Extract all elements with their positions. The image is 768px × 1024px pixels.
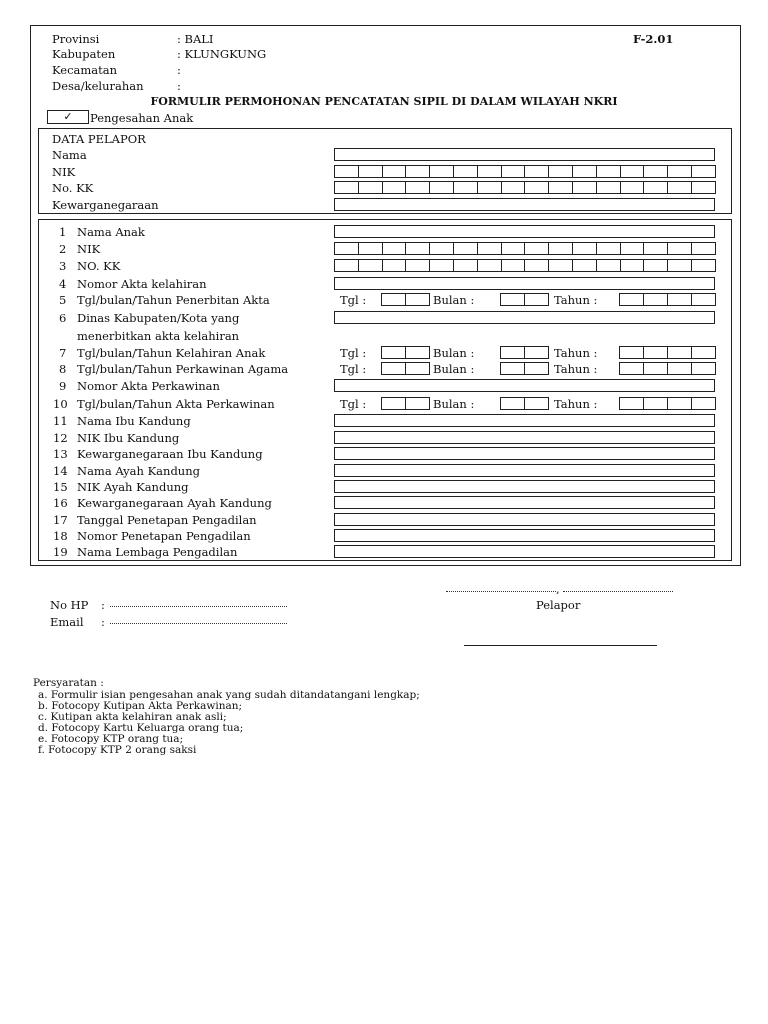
pelapor-kk-cells-cell[interactable]: [405, 181, 430, 194]
pelapor-nik-cells-cell[interactable]: [596, 165, 621, 178]
item-label: Kewarganegaraan Ayah Kandung: [77, 496, 272, 510]
item-label: Nama Ayah Kandung: [77, 464, 200, 478]
item-input-field[interactable]: [334, 277, 715, 290]
item-number: 10: [53, 397, 68, 411]
item-digit-cell[interactable]: [334, 259, 359, 272]
item-label: Kewarganegaraan Ibu Kandung: [77, 447, 263, 461]
date-tahun-label: Tahun :: [554, 346, 598, 360]
email-field[interactable]: [110, 623, 287, 624]
pelapor-kk-cells-cell[interactable]: [691, 181, 716, 194]
pelapor-label-kk: No. KK: [52, 181, 94, 195]
item-label: Nama Anak: [77, 225, 145, 239]
requirements-heading: Persyaratan :: [33, 677, 104, 689]
pelapor-label-nik: NIK: [52, 165, 76, 179]
date-year-cell[interactable]: [619, 362, 644, 375]
item-input-field[interactable]: [334, 545, 715, 558]
pelapor-kk-cells-cell[interactable]: [524, 181, 549, 194]
item-number: 19: [53, 545, 68, 559]
pelapor-kk-cells-cell[interactable]: [667, 181, 692, 194]
hp-field[interactable]: [110, 606, 287, 607]
item-digit-cell[interactable]: [691, 242, 716, 255]
date-month-cell[interactable]: [524, 293, 549, 306]
date-year-cell[interactable]: [667, 362, 692, 375]
date-year-cell[interactable]: [667, 293, 692, 306]
form-code: F-2.01: [633, 32, 674, 46]
date-year-cell[interactable]: [667, 346, 692, 359]
item-number: 18: [53, 529, 68, 543]
item-digit-cell[interactable]: [477, 242, 502, 255]
pelapor-nik-cells-cell[interactable]: [358, 165, 383, 178]
item-digit-cell[interactable]: [620, 259, 645, 272]
date-tgl-label: Tgl :: [340, 346, 367, 360]
pelapor-nik-cells-cell[interactable]: [453, 165, 478, 178]
place-date-separator: ,: [556, 582, 560, 596]
date-year-cell[interactable]: [643, 397, 668, 410]
pelapor-kk-cells-cell[interactable]: [643, 181, 668, 194]
pelapor-kk-cells-cell[interactable]: [548, 181, 573, 194]
date-day-cell[interactable]: [381, 362, 406, 375]
date-month-cell[interactable]: [500, 293, 525, 306]
place-field[interactable]: [446, 591, 556, 592]
date-tgl-label: Tgl :: [340, 397, 367, 411]
item-input-field[interactable]: [334, 513, 715, 526]
date-year-cell[interactable]: [643, 346, 668, 359]
pelapor-nik-cells-cell[interactable]: [667, 165, 692, 178]
signature-line[interactable]: [464, 645, 657, 646]
item-label: Nama Ibu Kandung: [77, 414, 191, 428]
form-title: FORMULIR PERMOHONAN PENCATATAN SIPIL DI DALAM WILAYAH NKRI: [150, 95, 618, 108]
item-digit-cell[interactable]: [405, 242, 430, 255]
pelapor-kk-cells-cell[interactable]: [501, 181, 526, 194]
item-label: Dinas Kabupaten/Kota yang: [77, 311, 240, 325]
date-year-cell[interactable]: [643, 293, 668, 306]
date-month-cell[interactable]: [524, 397, 549, 410]
item-digit-cell[interactable]: [429, 242, 454, 255]
item-input-field[interactable]: [334, 529, 715, 542]
item-number: 2: [59, 242, 67, 256]
pelapor-nik-cells-cell[interactable]: [429, 165, 454, 178]
requirement-item: a. Formulir isian pengesahan anak yang sudah ditandatangani lengkap;: [38, 689, 420, 701]
date-year-cell[interactable]: [691, 397, 716, 410]
item-digit-cell[interactable]: [572, 259, 597, 272]
item-number: 5: [59, 293, 67, 307]
pelapor-label-kewarganegaraan: Kewarganegaraan: [52, 198, 159, 212]
item-digit-cell[interactable]: [524, 259, 549, 272]
hp-colon: :: [101, 598, 105, 612]
header-value-kecamatan: :: [177, 63, 181, 77]
pelapor-kk-cells-cell[interactable]: [358, 181, 383, 194]
item-number: 1: [59, 225, 67, 239]
requirement-item: d. Fotocopy Kartu Keluarga orang tua;: [38, 722, 244, 734]
item-number: 14: [53, 464, 68, 478]
date-day-cell[interactable]: [381, 346, 406, 359]
pelapor-nik-cells-cell[interactable]: [691, 165, 716, 178]
item-input-field[interactable]: [334, 480, 715, 493]
pengesahan-label: Pengesahan Anak: [90, 111, 194, 125]
date-year-cell[interactable]: [619, 346, 644, 359]
header-label-kabupaten: Kabupaten: [52, 47, 116, 61]
pelapor-nik-cells-cell[interactable]: [572, 165, 597, 178]
item-input-field[interactable]: [334, 414, 715, 427]
pelapor-nik-cells-cell[interactable]: [334, 165, 359, 178]
pengesahan-checkbox[interactable]: ✓: [47, 110, 89, 124]
pelapor-nik-cells-cell[interactable]: [501, 165, 526, 178]
item-digit-cell[interactable]: [548, 259, 573, 272]
date-tahun-label: Tahun :: [554, 397, 598, 411]
pelapor-label-nama: Nama: [52, 148, 87, 162]
pelapor-kewarganegaraan-field[interactable]: [334, 198, 715, 211]
requirement-item: f. Fotocopy KTP 2 orang saksi: [38, 744, 197, 756]
item-label: NIK Ayah Kandung: [77, 480, 189, 494]
item-digit-cell[interactable]: [643, 242, 668, 255]
item-input-field[interactable]: [334, 379, 715, 392]
pelapor-kk-cells-cell[interactable]: [334, 181, 359, 194]
email-colon: :: [101, 615, 105, 629]
requirement-item: c. Kutipan akta kelahiran anak asli;: [38, 711, 227, 723]
item-input-field[interactable]: [334, 447, 715, 460]
item-label: NO. KK: [77, 259, 121, 273]
item-digit-cell[interactable]: [501, 259, 526, 272]
hp-label: No HP: [50, 598, 89, 612]
item-label: Tanggal Penetapan Pengadilan: [77, 513, 257, 527]
item-digit-cell[interactable]: [548, 242, 573, 255]
pelapor-kk-cells-cell[interactable]: [620, 181, 645, 194]
date-tgl-label: Tgl :: [340, 362, 367, 376]
item-number: 9: [59, 379, 67, 393]
header-label-provinsi: Provinsi: [52, 32, 100, 46]
date-tahun-label: Tahun :: [554, 293, 598, 307]
item-digit-cell[interactable]: [524, 242, 549, 255]
item-number: 12: [53, 431, 68, 445]
item-digit-cell[interactable]: [334, 242, 359, 255]
date-month-cell[interactable]: [500, 397, 525, 410]
requirement-item: b. Fotocopy Kutipan Akta Perkawinan;: [38, 700, 243, 712]
date-day-cell[interactable]: [381, 397, 406, 410]
item-digit-cell[interactable]: [358, 242, 383, 255]
item-label: Nomor Penetapan Pengadilan: [77, 529, 251, 543]
item-number: 17: [53, 513, 68, 527]
date-month-cell[interactable]: [500, 346, 525, 359]
item-digit-cell[interactable]: [405, 259, 430, 272]
item-digit-cell[interactable]: [477, 259, 502, 272]
date-year-cell[interactable]: [691, 346, 716, 359]
date-tahun-label: Tahun :: [554, 362, 598, 376]
date-year-cell[interactable]: [619, 293, 644, 306]
pelapor-kk-cells-cell[interactable]: [477, 181, 502, 194]
item-input-field[interactable]: [334, 225, 715, 238]
item-digit-cell[interactable]: [501, 242, 526, 255]
item-digit-cell[interactable]: [596, 259, 621, 272]
item-digit-cell[interactable]: [382, 259, 407, 272]
item-digit-cell[interactable]: [358, 259, 383, 272]
item-number: 15: [53, 480, 68, 494]
item-label: Tgl/bulan/Tahun Akta Perkawinan: [77, 397, 275, 411]
item-number: 8: [59, 362, 67, 376]
header-value-provinsi: : BALI: [177, 32, 214, 46]
item-digit-cell[interactable]: [620, 242, 645, 255]
email-label: Email: [50, 615, 84, 629]
date-year-cell[interactable]: [667, 397, 692, 410]
item-label: NIK: [77, 242, 101, 256]
item-label: menerbitkan akta kelahiran: [77, 329, 240, 343]
date-year-cell[interactable]: [643, 362, 668, 375]
pelapor-kk-cells-cell[interactable]: [453, 181, 478, 194]
item-digit-cell[interactable]: [667, 242, 692, 255]
item-number: 16: [53, 496, 68, 510]
requirement-item: e. Fotocopy KTP orang tua;: [38, 733, 184, 745]
date-month-cell[interactable]: [524, 362, 549, 375]
date-day-cell[interactable]: [405, 362, 430, 375]
pelapor-kk-cells-cell[interactable]: [596, 181, 621, 194]
item-digit-cell[interactable]: [429, 259, 454, 272]
date-day-cell[interactable]: [405, 346, 430, 359]
date-bulan-label: Bulan :: [433, 293, 475, 307]
date-tgl-label: Tgl :: [340, 293, 367, 307]
item-input-field[interactable]: [334, 496, 715, 509]
item-label: Tgl/bulan/Tahun Penerbitan Akta: [77, 293, 270, 307]
pelapor-kk-cells-cell[interactable]: [429, 181, 454, 194]
pelapor-heading: DATA PELAPOR: [52, 132, 146, 146]
pelapor-kk-cells-cell[interactable]: [382, 181, 407, 194]
item-number: 4: [59, 277, 67, 291]
pelapor-nik-cells-cell[interactable]: [405, 165, 430, 178]
item-input-field[interactable]: [334, 311, 715, 324]
item-digit-cell[interactable]: [667, 259, 692, 272]
item-digit-cell[interactable]: [691, 259, 716, 272]
pelapor-nik-cells-cell[interactable]: [620, 165, 645, 178]
date-field[interactable]: [563, 591, 673, 592]
date-month-cell[interactable]: [524, 346, 549, 359]
header-label-desa: Desa/kelurahan: [52, 79, 144, 93]
item-number: 6: [59, 311, 67, 325]
date-month-cell[interactable]: [500, 362, 525, 375]
pelapor-nik-cells-cell[interactable]: [477, 165, 502, 178]
item-number: 7: [59, 346, 67, 360]
pelapor-nik-cells-cell[interactable]: [382, 165, 407, 178]
item-label: Nomor Akta Perkawinan: [77, 379, 220, 393]
date-bulan-label: Bulan :: [433, 397, 475, 411]
header-label-kecamatan: Kecamatan: [52, 63, 118, 77]
item-digit-cell[interactable]: [643, 259, 668, 272]
date-year-cell[interactable]: [619, 397, 644, 410]
pelapor-nama-field[interactable]: [334, 148, 715, 161]
item-digit-cell[interactable]: [572, 242, 597, 255]
header-value-kabupaten: : KLUNGKUNG: [177, 47, 267, 61]
item-label: Tgl/bulan/Tahun Kelahiran Anak: [77, 346, 266, 360]
item-input-field[interactable]: [334, 431, 715, 444]
item-digit-cell[interactable]: [382, 242, 407, 255]
date-bulan-label: Bulan :: [433, 362, 475, 376]
item-label: NIK Ibu Kandung: [77, 431, 180, 445]
pelapor-nik-cells-cell[interactable]: [643, 165, 668, 178]
item-number: 3: [59, 259, 67, 273]
item-label: Nomor Akta kelahiran: [77, 277, 207, 291]
date-day-cell[interactable]: [405, 293, 430, 306]
date-day-cell[interactable]: [381, 293, 406, 306]
date-year-cell[interactable]: [691, 362, 716, 375]
item-number: 13: [53, 447, 68, 461]
date-day-cell[interactable]: [405, 397, 430, 410]
item-digit-cell[interactable]: [453, 242, 478, 255]
pelapor-nik-cells-cell[interactable]: [548, 165, 573, 178]
item-label: Tgl/bulan/Tahun Perkawinan Agama: [77, 362, 289, 376]
item-number: 11: [53, 414, 68, 428]
pelapor-sign-label: Pelapor: [536, 598, 581, 612]
item-label: Nama Lembaga Pengadilan: [77, 545, 238, 559]
header-value-desa: :: [177, 79, 181, 93]
pelapor-nik-cells-cell[interactable]: [524, 165, 549, 178]
pelapor-kk-cells-cell[interactable]: [572, 181, 597, 194]
item-digit-cell[interactable]: [596, 242, 621, 255]
date-year-cell[interactable]: [691, 293, 716, 306]
item-input-field[interactable]: [334, 464, 715, 477]
date-bulan-label: Bulan :: [433, 346, 475, 360]
item-digit-cell[interactable]: [453, 259, 478, 272]
